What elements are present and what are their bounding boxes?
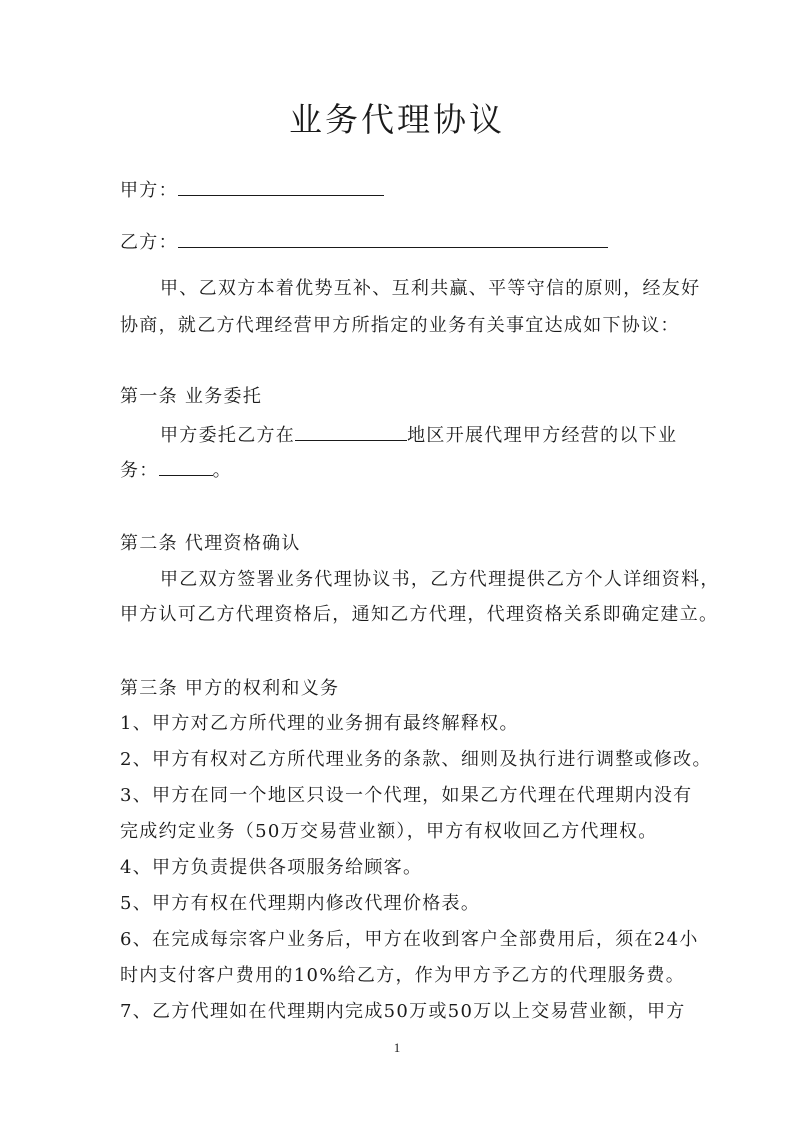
article3-item: 时内支付客户费用的10%给乙方，作为甲方予乙方的代理服务费。 (120, 965, 686, 986)
party-b-line (120, 229, 608, 256)
article3-item: 4、甲方负责提供各项服务给顾客。 (120, 857, 423, 878)
page-number: 1 (393, 1040, 401, 1055)
article3-item: 5、甲方有权在代理期内修改代理价格表。 (120, 893, 481, 914)
article2-line-1: 甲乙双方签署业务代理协议书，乙方代理提供乙方个人详细资料， (160, 569, 720, 590)
article1-period: 。 (212, 460, 232, 481)
article1-text-before: 甲方委托乙方在 (160, 425, 296, 446)
article1-line-1 (160, 422, 677, 449)
region-blank[interactable] (295, 422, 407, 441)
article1-text-after: 地区开展代理甲方经营的以下业 (407, 425, 678, 446)
document-title: 业务代理协议 (289, 100, 505, 139)
article3-item: 1、甲方对乙方所代理的业务拥有最终解释权。 (120, 713, 519, 734)
article3-item: 2、甲方有权对乙方所代理业务的条款、细则及执行进行调整或修改。 (120, 749, 712, 770)
article3-item: 3、甲方在同一个地区只设一个代理，如果乙方代理在代理期内没有 (120, 785, 693, 806)
preamble-line-1: 甲、乙双方本着优势互补、互利共赢、平等守信的原则，经友好 (160, 278, 701, 299)
article3-item: 7、乙方代理如在代理期内完成50万或50万以上交易营业额，甲方 (120, 1001, 686, 1022)
party-b-blank[interactable] (178, 229, 608, 248)
party-b-label: 乙方： (120, 232, 178, 253)
article3-item: 完成约定业务（50万交易营业额），甲方有权收回乙方代理权。 (120, 821, 658, 842)
business-blank[interactable] (159, 457, 213, 476)
preamble-line-2: 协商，就乙方代理经营甲方所指定的业务有关事宜达成如下协议： (120, 315, 680, 336)
party-a-label: 甲方： (120, 180, 178, 201)
article1-business-label: 务： (120, 460, 159, 481)
article3-heading: 第三条 甲方的权利和义务 (120, 678, 340, 699)
article1-line-2 (120, 457, 232, 484)
article1-heading: 第一条 业务委托 (120, 386, 263, 407)
party-a-blank[interactable] (178, 177, 384, 196)
article3-item: 6、在完成每宗客户业务后，甲方在收到客户全部费用后，须在24小 (120, 929, 699, 950)
article2-heading: 第二条 代理资格确认 (120, 533, 301, 554)
party-a-line (120, 177, 384, 204)
article2-line-2: 甲方认可乙方代理资格后，通知乙方代理，代理资格关系即确定建立。 (120, 604, 719, 625)
